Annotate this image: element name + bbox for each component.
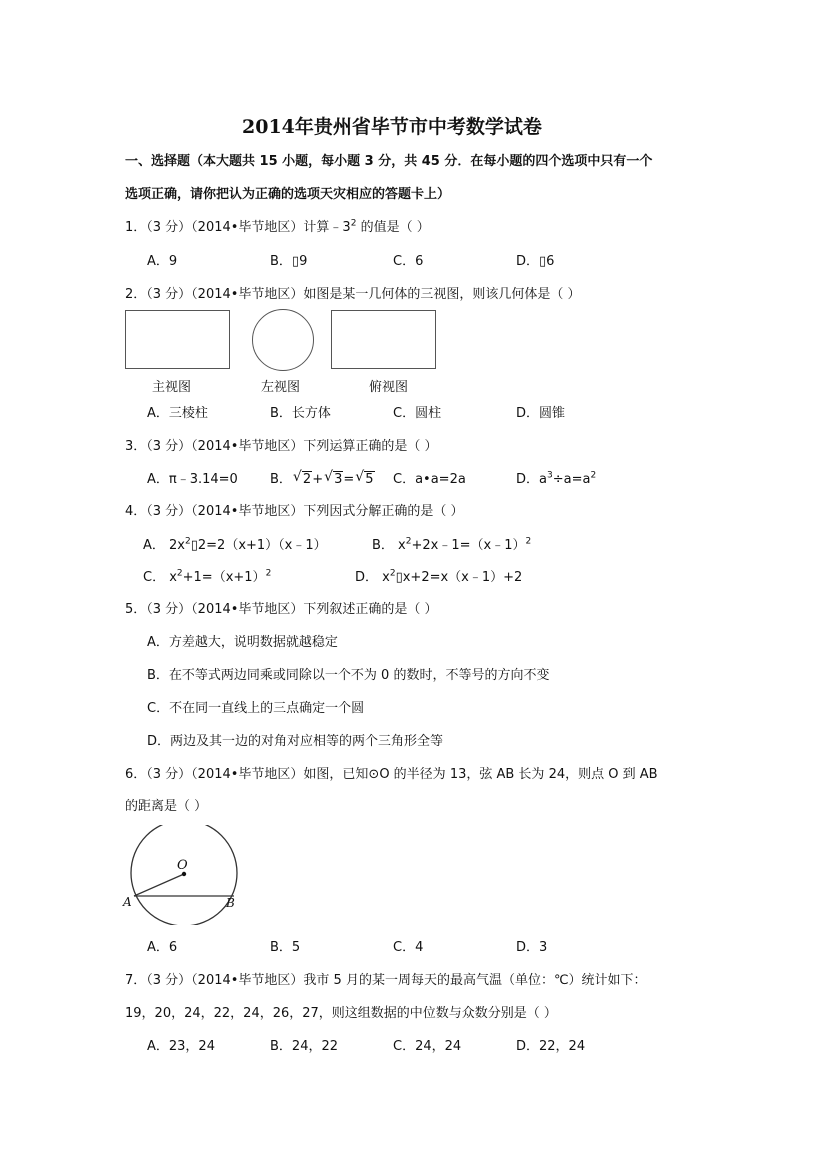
top-view-label: 俯视图 [369,380,409,395]
question-6-option-c[interactable]: C．4 [393,940,424,955]
question-6-option-d[interactable]: D．3 [516,940,548,955]
question-2-option-c[interactable]: C．圆柱 [393,406,442,421]
question-5-option-c[interactable]: C．不在同一直线上的三点确定一个圆 [147,701,365,716]
question-7-option-c[interactable]: C．24，24 [393,1039,462,1054]
label-o: O [177,858,188,873]
sqrt-2: √ 2 [292,469,312,487]
left-view-label: 左视图 [261,380,301,395]
question-6-stem-line1: 6．（3 分）（2014•毕节地区）如图，已知⊙O 的半径为 13，弦 AB 长为 24，则点 O 到 AB [125,767,658,782]
question-3-option-a[interactable]: A．π﹣3.14=0 [147,472,238,487]
question-4-option-b[interactable]: B． $x^2+2x﹣1=(x﹣1)^2$ [372,536,532,553]
section-heading-line1: 一、选择题（本大题共 15 小题，每小题 3 分，共 45 分．在每小题的四个选项中只有一个 [125,154,653,169]
sqrt-3: √ 3 [324,469,343,487]
radius-oa [134,874,184,896]
question-1-option-a[interactable]: A．9 [147,254,178,269]
question-7-stem-line2: 19，20，24，22，24，26，27，则这组数据的中位数与众数分别是（ ） [125,1006,557,1021]
question-4-option-a[interactable]: A． $2x^2▯2=2(x+1)(x﹣1)$ [143,536,327,553]
question-5-option-a[interactable]: A．方差越大，说明数据就越稳定 [147,635,338,650]
question-1-stem: 1．（3 分）（2014•毕节地区）计算$﹣3^2$ 的值是（ ） [125,218,430,235]
question-2-stem: 2．（3 分）（2014•毕节地区）如图是某一几何体的三视图，则该几何体是（ ） [125,287,581,302]
question-2-option-d[interactable]: D．圆锥 [516,406,566,421]
question-1-option-d[interactable]: D．▯6 [516,254,555,269]
top-view-rectangle [331,310,436,369]
section-heading-line2: 选项正确，请你把认为正确的选项天灾相应的答题卡上） [125,187,451,202]
question-7-stem-line1: 7．（3 分）（2014•毕节地区）我市 5 月的某一周每天的最高气温（单位：℃）统计如下： [125,973,647,988]
question-2-option-b[interactable]: B．长方体 [270,406,331,421]
question-5-option-b[interactable]: B．在不等式两边同乘或同除以一个不为 0 的数时，不等号的方向不变 [147,668,550,683]
question-3-stem: 3．（3 分）（2014•毕节地区）下列运算正确的是（ ） [125,439,438,454]
page-title: 2014年贵州省毕节市中考数学试卷 [242,116,542,138]
question-1-option-b[interactable]: B．▯9 [270,254,308,269]
question-3-option-c[interactable]: C．a•a=2a [393,472,466,487]
question-6-stem-line2: 的距离是（ ） [125,799,208,814]
front-view-rectangle [125,310,230,369]
question-4-option-d[interactable]: D． $x^2▯x+2=x(x﹣1)+2$ [355,568,523,585]
question-6-option-a[interactable]: A．6 [147,940,178,955]
question-5-option-d[interactable]: D．两边及其一边的对角对应相等的两个三角形全等 [147,734,444,749]
circle-chord-diagram [122,825,242,925]
label-a: A [123,895,132,909]
label-b: B [226,896,235,910]
front-view-label: 主视图 [152,380,192,395]
question-1-option-c[interactable]: C．6 [393,254,424,269]
question-2-option-a[interactable]: A．三棱柱 [147,406,208,421]
question-7-option-d[interactable]: D．22，24 [516,1039,586,1054]
question-6-option-b[interactable]: B．5 [270,940,301,955]
question-3-option-b[interactable]: B． √ 2+ √ 3= √ 5 [270,469,374,487]
left-view-circle [252,309,314,371]
question-5-stem: 5．（3 分）（2014•毕节地区）下列叙述正确的是（ ） [125,602,438,617]
sqrt-5: √ 5 [355,469,374,487]
question-4-option-c[interactable]: C． $x^2+1=(x+1)^2$ [143,568,272,585]
question-3-option-d[interactable]: D．$a^3\div a=a^2$ [516,470,597,487]
question-7-option-a[interactable]: A．23，24 [147,1039,215,1054]
question-4-stem: 4．（3 分）（2014•毕节地区）下列因式分解正确的是（ ） [125,504,464,519]
question-7-option-b[interactable]: B．24，22 [270,1039,339,1054]
